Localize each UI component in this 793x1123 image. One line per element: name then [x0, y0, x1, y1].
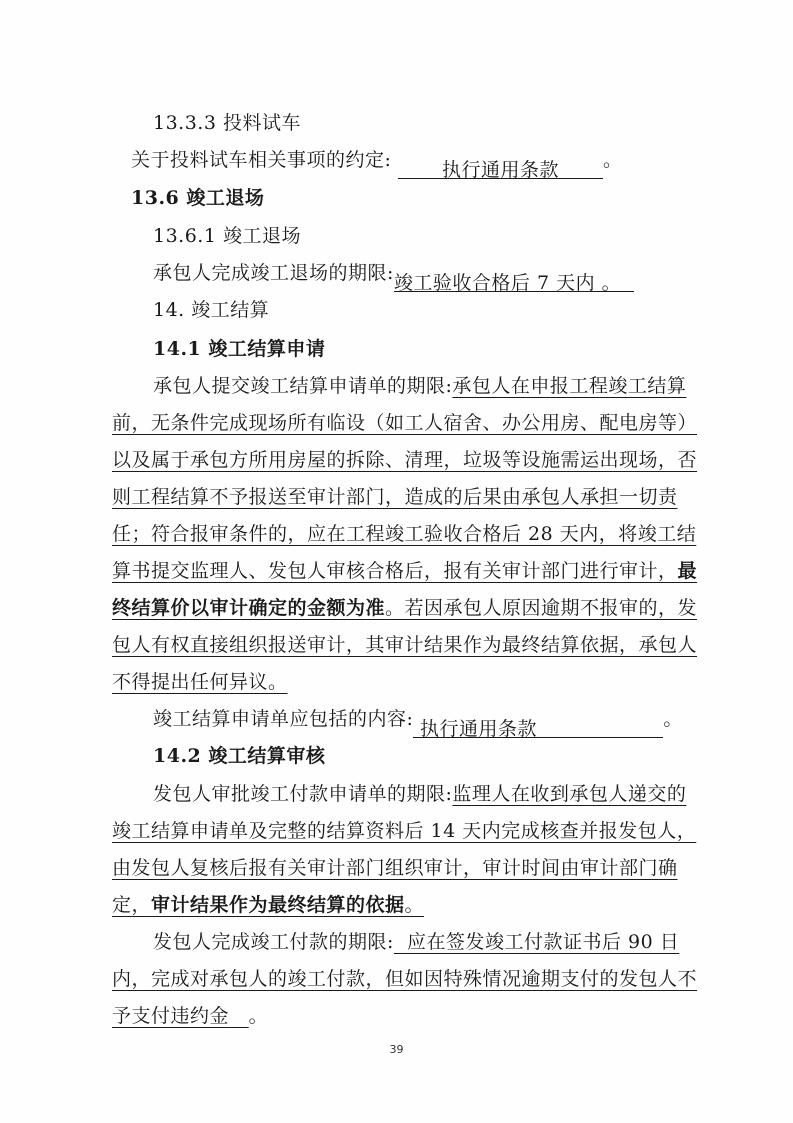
heading-text: 13.6 竣工退场: [131, 187, 265, 209]
bold-text: 终结算价以审计确定的金额为准: [112, 597, 386, 619]
underlined-text: 监理人在收到承包人递交的: [452, 783, 687, 805]
underlined-text: 算书提交监理人、发包人审核合格后，报有关审计部门进行审计，: [112, 560, 678, 582]
underlined-value: 予支付违约金: [112, 1005, 230, 1027]
clause-label: 竣工结算申请单应包括的内容:: [153, 708, 414, 730]
heading-text: 14. 竣工结算: [153, 299, 270, 321]
period: 。: [602, 149, 623, 171]
underlined-text: 竣工结算申请单及完整的结算资料后 14 天内完成核查并报发包人，: [112, 820, 697, 842]
para2-row3: [112, 850, 693, 887]
clause-label: 关于投料试车相关事项的约定:: [131, 149, 392, 171]
para1-row2: [112, 405, 698, 442]
para1-row9: [112, 664, 693, 701]
heading-text: 13.3.3 投料试车: [153, 112, 301, 134]
underlined-text: 定，: [112, 894, 152, 916]
para1-row4: [112, 479, 693, 516]
heading-text: 14.1 竣工结算申请: [153, 338, 326, 360]
heading-text: 13.6.1 竣工退场: [153, 225, 301, 247]
heading-13-6: [131, 180, 693, 217]
fill-blank: [394, 265, 634, 292]
clause-label: 发包人审批竣工付款申请单的期限:: [153, 783, 453, 805]
period: 。: [601, 272, 622, 294]
heading-13-3-3: [153, 105, 693, 142]
fill-value: 执行通用条款: [441, 159, 559, 181]
clause-exit-period: [153, 255, 693, 292]
para1-row7: [112, 590, 698, 627]
para3-row1: [153, 924, 693, 961]
heading-14: [153, 292, 693, 329]
para2-row1: [153, 776, 693, 813]
page-number: 39: [389, 1043, 404, 1056]
underlined-text: [394, 931, 679, 953]
underlined-text: 则工程结算不予报送至审计部门，造成的后果由承包人承担一切责: [112, 486, 678, 508]
fill-blank: [398, 152, 603, 179]
heading-13-6-1: [153, 218, 693, 255]
clause-label: 发包人完成竣工付款的期限:: [153, 931, 394, 953]
heading-14-1: [153, 331, 693, 368]
underlined-text: 前，无条件完成现场所有临设（如工人宿舍、办公用房、配电房等）: [112, 412, 698, 434]
underlined-text: [112, 1005, 249, 1027]
underlined-text: 包人有权直接组织报送审计，其审计结果作为最终结算依据，承包人: [112, 634, 698, 656]
underlined-text: 不得提出任何异议。: [112, 671, 288, 693]
underlined-text: 由发包人复核后报有关审计部门组织审计，审计时间由审计部门确: [112, 857, 678, 879]
fill-value: 竣工验收合格后 7 天内: [393, 272, 596, 294]
underlined-text: 承包人在申报工程竣工结算: [452, 375, 687, 397]
para2-row4: [112, 887, 693, 924]
underlined-text: 任；符合报审条件的，应在工程竣工验收合格后 28 天内，将竣工结: [112, 523, 697, 545]
period: 。: [663, 708, 683, 730]
para1-row5: [112, 516, 697, 553]
para1-row1: [153, 368, 693, 405]
underlined-text: 。若因承包人原因逾期不报审的，发: [385, 597, 698, 619]
heading-14-2: [153, 738, 693, 775]
para3-row3: [112, 998, 693, 1035]
para3-row2: [112, 961, 698, 998]
clause-settlement-contents: [153, 701, 693, 738]
para1-row6: [112, 553, 698, 590]
para1-row3: [112, 442, 698, 479]
clause-label: 承包人完成竣工退场的期限:: [153, 262, 394, 284]
bold-text: 审计结果作为最终结算的依据: [151, 894, 405, 916]
para2-row2: [112, 813, 697, 850]
clause-trial-run: [131, 142, 693, 179]
bold-text: 最: [677, 560, 698, 582]
heading-text: 14.2 竣工结算审核: [153, 745, 326, 767]
fill-value: 执行通用条款: [419, 718, 537, 740]
underlined-value: 应在签发竣工付款证书后 90 日: [407, 931, 680, 953]
para1-row8: [112, 627, 698, 664]
period: 。: [248, 1005, 269, 1027]
fill-blank: [413, 711, 663, 738]
underlined-text: 。: [404, 894, 425, 916]
underlined-text: 以及属于承包方所用房屋的拆除、清理，垃圾等设施需运出现场，否: [112, 449, 698, 471]
underlined-text: 内，完成对承包人的竣工付款，但如因特殊情况逾期支付的发包人不: [112, 968, 698, 990]
clause-label: 承包人提交竣工结算申请单的期限:: [153, 375, 453, 397]
